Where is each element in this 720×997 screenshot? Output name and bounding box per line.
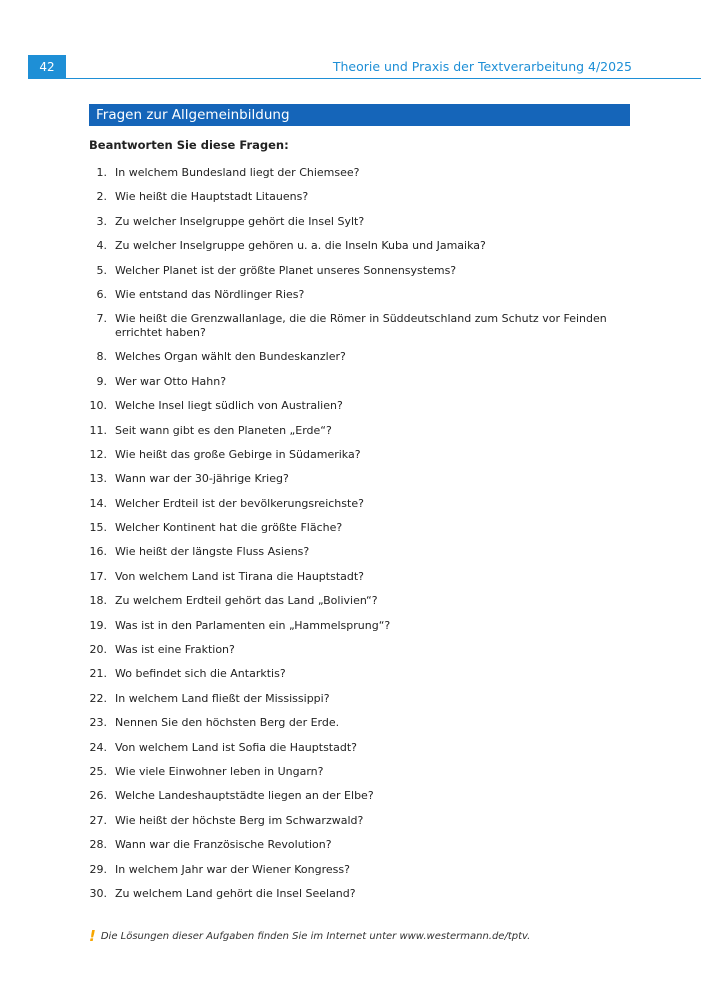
question-number: 30. [89,886,107,900]
question-text: Zu welchem Land gehört die Insel Seeland? [115,886,356,900]
question-number: 22. [89,691,107,705]
section-title: Fragen zur Allgemeinbildung [89,104,630,126]
list-item [85,497,630,511]
list-item [85,594,630,608]
question-text: Wie heißt der längste Fluss Asiens? [115,545,310,559]
header-divider [66,78,701,79]
question-text: Welcher Planet ist der größte Planet unseres Sonnensystems? [115,263,457,277]
list-item [85,375,630,389]
list-item [85,863,630,877]
question-number: 1. [96,166,107,179]
exclamation-icon: ! [89,927,96,945]
question-number: 3. [96,214,107,228]
list-item [85,399,630,413]
question-number: 6. [96,287,107,301]
question-number: 13. [89,472,107,486]
question-text: In welchem Bundesland liegt der Chiemsee? [115,166,360,179]
question-text: In welchem Jahr war der Wiener Kongress? [115,862,350,876]
list-item [85,619,630,633]
question-number: 7. [96,312,107,326]
question-text: Welcher Erdteil ist der bevölkerungsreichste? [115,496,364,510]
question-text: Wo befindet sich die Antarktis? [115,667,286,681]
list-item [85,667,630,681]
question-text: Wie heißt die Grenzwallanlage, die die Römer in Süddeutschland zum Schutz vor Feinden errichtet haben? [115,312,607,339]
list-item [85,215,630,229]
question-text: Wie viele Einwohner leben in Ungarn? [115,764,324,778]
question-list [85,166,630,911]
list-item [85,741,630,755]
question-number: 16. [89,545,107,559]
question-text: Wie entstand das Nördlinger Ries? [115,287,305,301]
list-item [85,264,630,278]
question-text: Wann war der 30-jährige Krieg? [115,472,289,486]
question-number: 27. [89,813,107,827]
question-number: 23. [89,716,107,730]
question-number: 5. [96,263,107,277]
list-item [85,166,630,180]
list-item [85,716,630,730]
question-text: Wann war die Französische Revolution? [115,838,332,852]
question-text: Zu welcher Inselgruppe gehört die Insel Sylt? [115,214,365,228]
question-number: 9. [96,374,107,388]
question-number: 20. [89,643,107,657]
question-text: Welche Landeshauptstädte liegen an der Elbe? [115,789,374,803]
question-text: Was ist eine Fraktion? [115,643,235,657]
question-text: Wie heißt der höchste Berg im Schwarzwald? [115,813,364,827]
list-item [85,838,630,852]
question-number: 11. [89,423,107,437]
question-number: 25. [89,764,107,778]
question-number: 29. [89,862,107,876]
list-item [85,887,630,901]
question-number: 14. [89,496,107,510]
question-text: Wie heißt die Hauptstadt Litauens? [115,190,309,204]
question-text: In welchem Land fließt der Mississippi? [115,691,330,705]
list-item [85,424,630,438]
question-text: Was ist in den Parlamenten ein „Hammelsprung“? [115,618,391,632]
question-number: 4. [96,239,107,253]
list-item [85,789,630,803]
list-item [85,190,630,204]
question-text: Zu welchem Erdteil gehört das Land „Bolivien“? [115,594,378,608]
question-number: 18. [89,594,107,608]
list-item [85,643,630,657]
list-item [85,448,630,462]
list-item [85,312,630,339]
journal-title: Theorie und Praxis der Textverarbeitung 4/2025 [332,59,632,74]
question-number: 24. [89,740,107,754]
question-text: Wer war Otto Hahn? [115,374,227,388]
question-number: 15. [89,521,107,535]
list-item [85,472,630,486]
page-header [0,0,720,80]
list-item [85,350,630,364]
list-item [85,765,630,779]
question-text: Von welchem Land ist Sofia die Hauptstadt? [115,740,357,754]
page-number: 42 [28,55,66,79]
list-item [85,570,630,584]
question-number: 12. [89,447,107,461]
question-text: Welcher Kontinent hat die größte Fläche? [115,521,343,535]
question-number: 28. [89,838,107,852]
question-number: 26. [89,789,107,803]
list-item [85,239,630,253]
question-text: Von welchem Land ist Tirana die Hauptstadt? [115,569,365,583]
list-item [85,521,630,535]
question-number: 10. [89,399,107,413]
list-item [85,288,630,302]
list-item [85,814,630,828]
question-text: Seit wann gibt es den Planeten „Erde“? [115,423,332,437]
question-number: 8. [96,350,107,364]
question-text: Nennen Sie den höchsten Berg der Erde. [115,716,340,730]
question-text: Welches Organ wählt den Bundeskanzler? [115,350,346,364]
question-number: 19. [89,618,107,632]
question-text: Wie heißt das große Gebirge in Südamerika? [115,447,361,461]
question-number: 2. [96,190,107,204]
footnote-text: Die Lösungen dieser Aufgaben finden Sie im Internet unter www.westermann.de/tptv. [100,930,531,942]
section-intro: Beantworten Sie diese Fragen: [89,138,289,152]
list-item [85,692,630,706]
question-text: Welche Insel liegt südlich von Australien? [115,399,343,413]
question-number: 17. [89,569,107,583]
question-text: Zu welcher Inselgruppe gehören u. a. die Inseln Kuba und Jamaika? [115,239,486,253]
footnote [89,927,530,945]
list-item [85,545,630,559]
question-number: 21. [89,667,107,681]
